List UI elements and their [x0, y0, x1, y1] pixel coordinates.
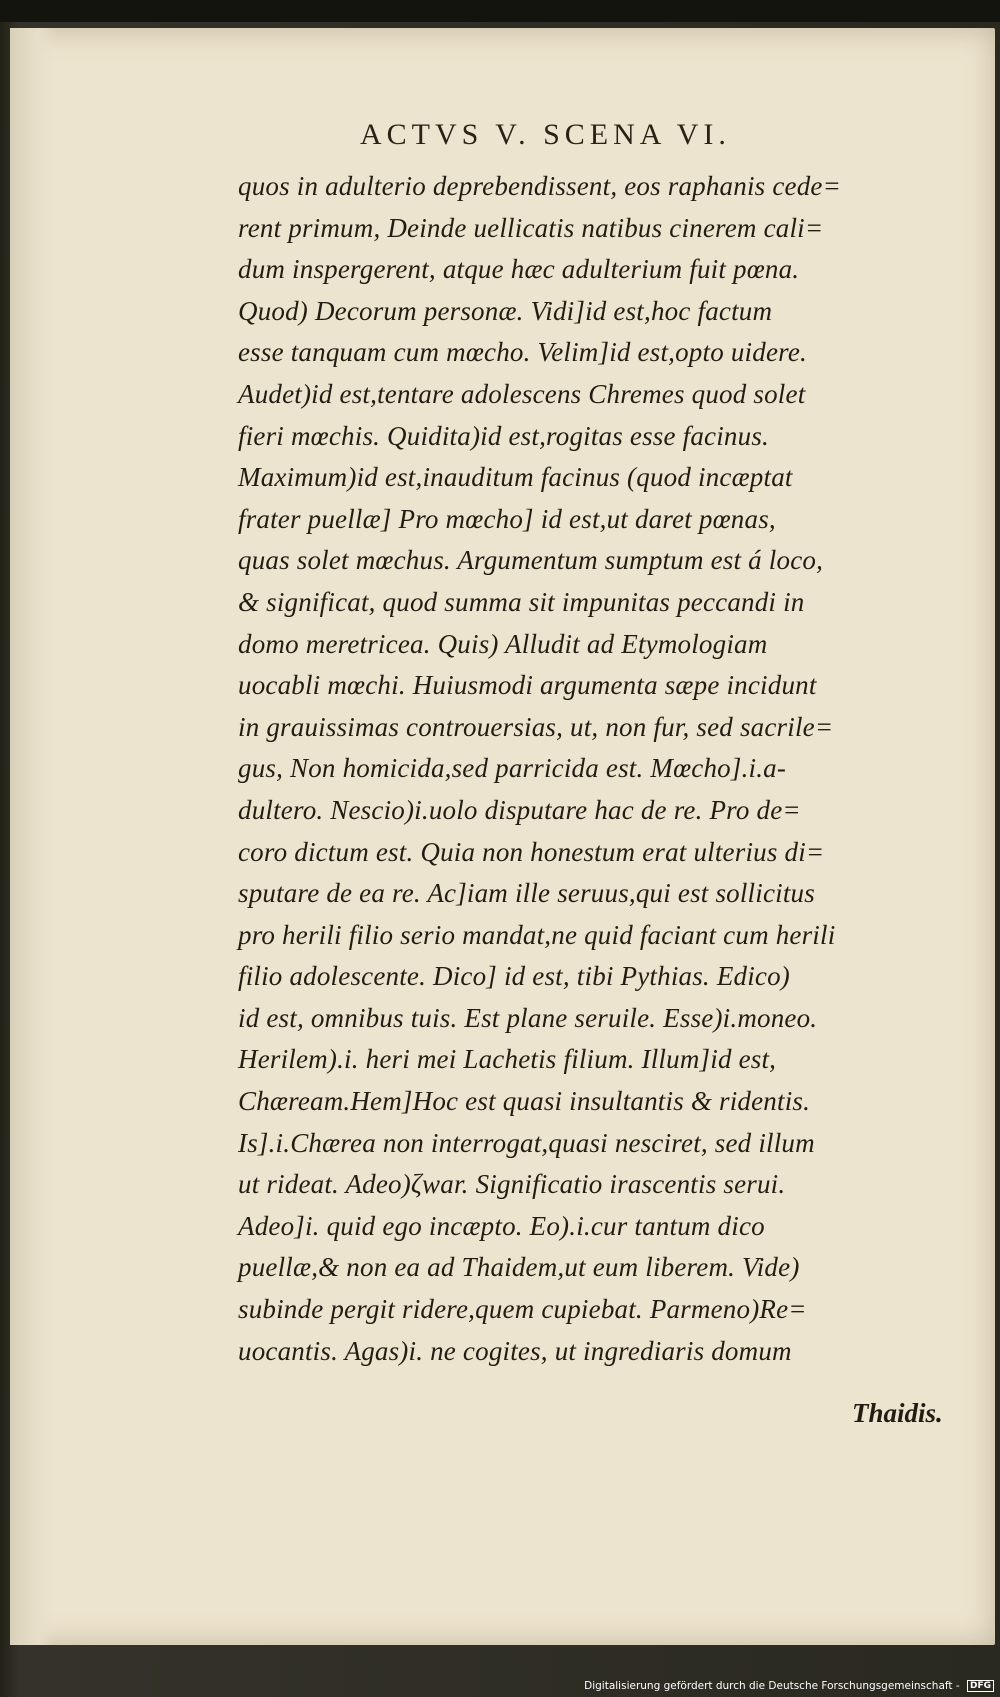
- text-line: domo meretricea. Quis) Alludit ad Etymologiam: [238, 628, 768, 659]
- text-line: Herilem).i. heri mei Lachetis filium. Illum]id est,: [238, 1044, 777, 1075]
- running-head: ACTVS V. SCENA VI.: [360, 118, 731, 151]
- text-line: & significat, quod summa sit impunitas peccandi in: [238, 586, 805, 617]
- text-line: filio adolescente. Dico] id est, tibi Pythias. Edico): [238, 961, 790, 992]
- text-line: rent primum, Deinde uellicatis natibus cinerem cali=: [238, 212, 824, 243]
- text-line: puellæ,& non ea ad Thaidem,ut eum liberem. Vide): [238, 1252, 800, 1283]
- text-block: [238, 166, 958, 1372]
- catchword: Thaidis.: [852, 1398, 943, 1428]
- text-line: uocabli mœchi. Huiusmodi argumenta sæpe incidunt: [238, 670, 817, 701]
- text-line: coro dictum est. Quia non honestum erat ulterius di=: [238, 836, 825, 867]
- text-line: id est, omnibus tuis. Est plane seruile. Esse)i.moneo.: [238, 1002, 818, 1033]
- text-line: Quod) Decorum personæ. Vidi]id est,hoc factum: [238, 295, 773, 326]
- text-line: subinde pergit ridere,quem cupiebat. Parmeno)Re=: [238, 1294, 807, 1325]
- text-line: sputare de ea re. Ac]iam ille seruus,qui est sollicitus: [238, 878, 815, 909]
- text-line: dultero. Nescio)i.uolo disputare hac de re. Pro de=: [238, 794, 801, 825]
- text-line: frater puellæ] Pro mœcho] id est,ut daret pœnas,: [238, 503, 776, 534]
- dfg-logo: DFG: [967, 1680, 994, 1692]
- text-line: Audet)id est,tentare adolescens Chremes quod solet: [238, 378, 806, 409]
- digitization-footer: [584, 1680, 994, 1692]
- text-line: fieri mœchis. Quidita)id est,rogitas esse facinus.: [238, 420, 769, 451]
- text-line: Maximum)id est,inauditum facinus (quod incæptat: [238, 462, 793, 493]
- text-line: gus, Non homicida,sed parricida est. Mœcho].i.a-: [238, 753, 787, 784]
- footer-text: Digitalisierung gefördert durch die Deutsche Forschungsgemeinschaft -: [584, 1680, 960, 1692]
- text-line: ut rideat. Adeo)ζwar. Significatio irascentis serui.: [238, 1169, 786, 1200]
- text-line: dum inspergerent, atque hæc adulterium fuit pœna.: [238, 254, 800, 285]
- text-line: pro herili filio serio mandat,ne quid faciant cum herili: [238, 919, 836, 950]
- text-line: esse tanquam cum mœcho. Velim]id est,opto uidere.: [238, 337, 807, 368]
- text-line: quos in adulterio deprebendissent, eos raphanis cede=: [238, 171, 841, 201]
- scan-top-edge: [0, 0, 1000, 22]
- text-line: uocantis. Agas)i. ne cogites, ut ingrediaris domum: [238, 1335, 792, 1366]
- text-line: Chæream.Hem]Hoc est quasi insultantis & ridentis.: [238, 1086, 811, 1117]
- page-gutter: [10, 28, 56, 1645]
- text-line: quas solet mœchus. Argumentum sumptum est á loco,: [238, 545, 824, 576]
- text-line: Adeo]i. quid ego incæpto. Eo).i.cur tantum dico: [238, 1210, 765, 1241]
- text-line: Is].i.Chærea non interrogat,quasi nesciret, sed illum: [238, 1127, 815, 1158]
- text-line: in grauissimas controuersias, ut, non fur, sed sacrile=: [238, 711, 834, 742]
